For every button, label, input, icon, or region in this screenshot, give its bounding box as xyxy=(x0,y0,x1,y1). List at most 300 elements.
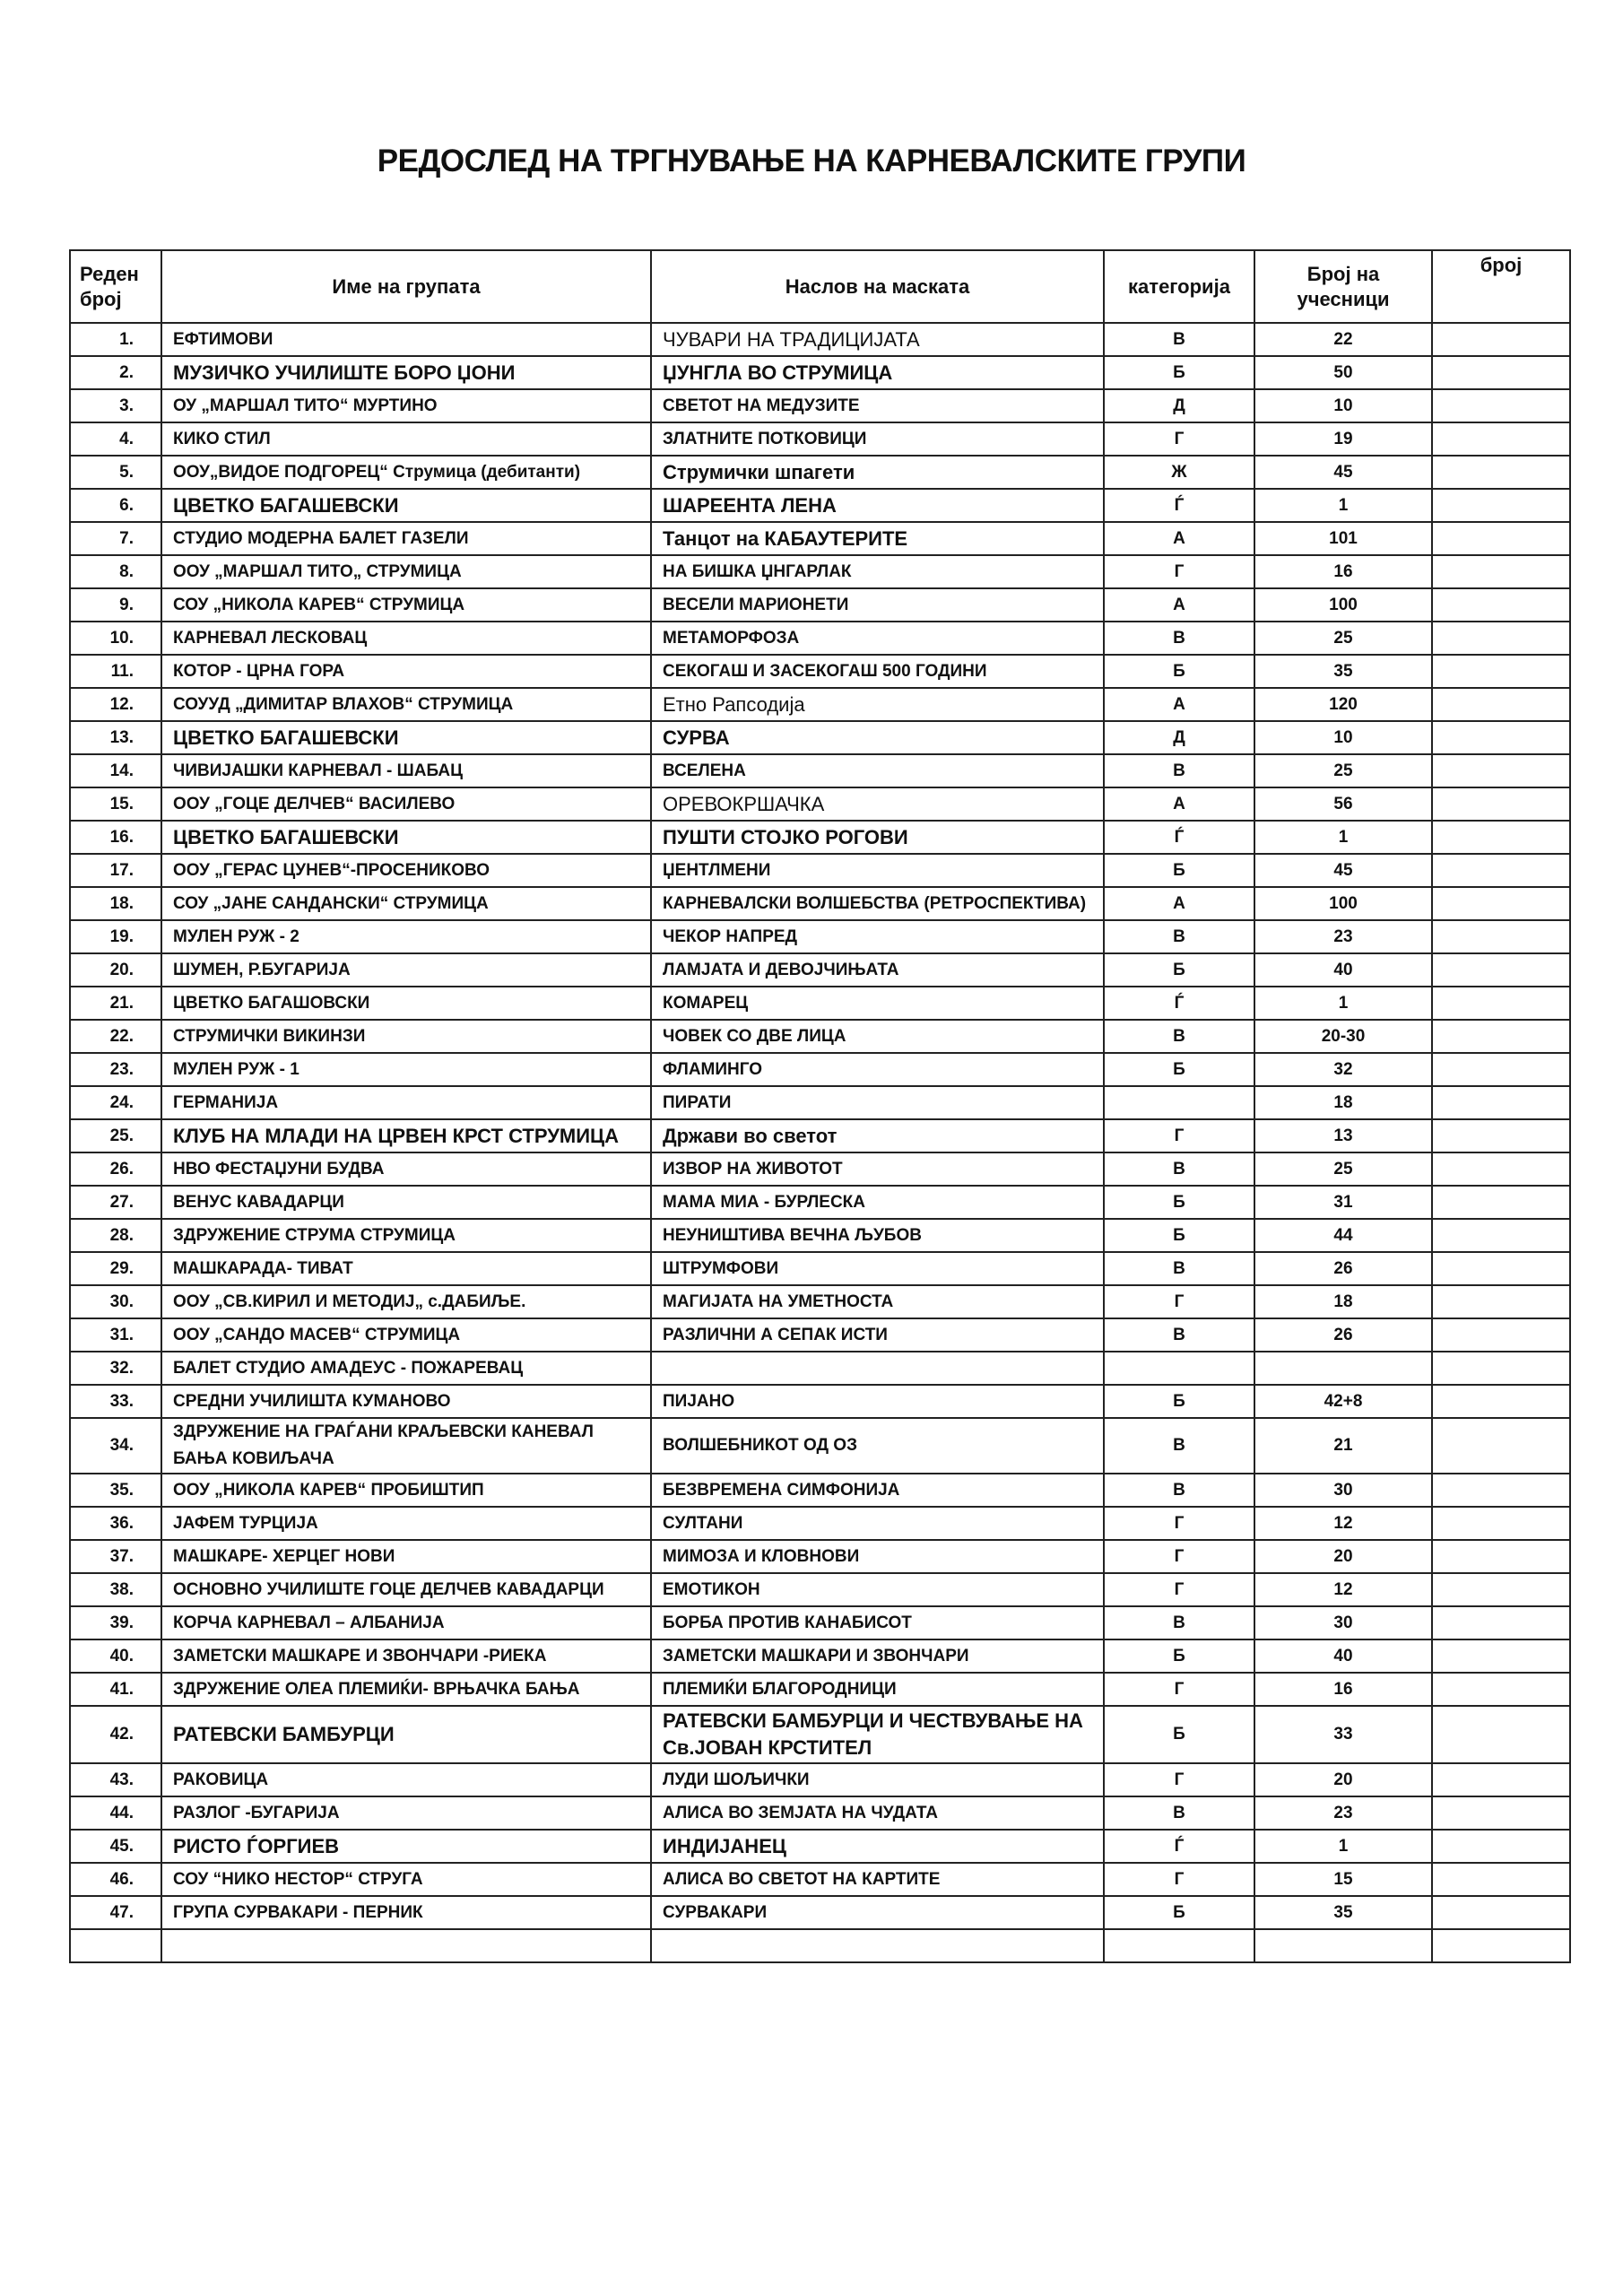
group-name: ООУ „ГЕРАС ЦУНЕВ“-ПРОСЕНИКОВО xyxy=(161,854,651,887)
group-name: КАРНЕВАЛ ЛЕСКОВАЦ xyxy=(161,622,651,655)
category: В xyxy=(1104,1152,1254,1186)
empty-cell xyxy=(1432,1929,1570,1962)
mask-title: ЗАМЕТСКИ МАШКАРИ И ЗВОНЧАРИ xyxy=(651,1639,1104,1673)
table-row xyxy=(70,622,1570,655)
table-row xyxy=(70,754,1570,787)
table-row xyxy=(70,1385,1570,1418)
extra-cell xyxy=(1432,1639,1570,1673)
group-name: ЧИВИЈАШКИ КАРНЕВАЛ - ШАБАЦ xyxy=(161,754,651,787)
group-name: ЈАФЕМ ТУРЦИЈА xyxy=(161,1507,651,1540)
mask-title: ШТРУМФОВИ xyxy=(651,1252,1104,1285)
participants: 44 xyxy=(1254,1219,1432,1252)
table-row xyxy=(70,323,1570,356)
group-name: КЛУБ НА МЛАДИ НА ЦРВЕН КРСТ СТРУМИЦА xyxy=(161,1119,651,1152)
mask-title: МЕТАМОРФОЗА xyxy=(651,622,1104,655)
mask-title: СУРВАКАРИ xyxy=(651,1896,1104,1929)
page-title: РЕДОСЛЕД НА ТРГНУВАЊЕ НА КАРНЕВАЛСКИТЕ ГРУПИ xyxy=(377,144,1246,178)
participants: 13 xyxy=(1254,1119,1432,1152)
category: Г xyxy=(1104,1673,1254,1706)
extra-cell xyxy=(1432,489,1570,522)
participants: 1 xyxy=(1254,1830,1432,1863)
extra-cell xyxy=(1432,1896,1570,1929)
extra-cell xyxy=(1432,1573,1570,1606)
table-row xyxy=(70,1352,1570,1385)
row-number: 21. xyxy=(70,987,161,1020)
empty-row xyxy=(70,1929,1570,1962)
participants: 30 xyxy=(1254,1474,1432,1507)
table-row xyxy=(70,1152,1570,1186)
table-row xyxy=(70,489,1570,522)
extra-cell xyxy=(1432,389,1570,422)
participants: 25 xyxy=(1254,1152,1432,1186)
row-number: 38. xyxy=(70,1573,161,1606)
table-row xyxy=(70,953,1570,987)
group-name: МАШКАРЕ- ХЕРЦЕГ НОВИ xyxy=(161,1540,651,1573)
participants: 33 xyxy=(1254,1706,1432,1763)
table-row xyxy=(70,1086,1570,1119)
extra-cell xyxy=(1432,1020,1570,1053)
mask-title: АЛИСА ВО ЗЕМЈАТА НА ЧУДАТА xyxy=(651,1796,1104,1830)
extra-cell xyxy=(1432,1385,1570,1418)
row-number: 9. xyxy=(70,588,161,622)
table-row xyxy=(70,1507,1570,1540)
group-name: ЗДРУЖЕНИЕ СТРУМА СТРУМИЦА xyxy=(161,1219,651,1252)
category: Ѓ xyxy=(1104,987,1254,1020)
participants: 20-30 xyxy=(1254,1020,1432,1053)
category: Б xyxy=(1104,1896,1254,1929)
mask-title: СЕКОГАШ И ЗАСЕКОГАШ 500 ГОДИНИ xyxy=(651,655,1104,688)
table-row xyxy=(70,422,1570,456)
table-row xyxy=(70,1285,1570,1318)
extra-cell xyxy=(1432,1706,1570,1763)
mask-title: Танцот на КАБАУТЕРИТЕ xyxy=(651,522,1104,555)
table-row xyxy=(70,555,1570,588)
participants xyxy=(1254,1352,1432,1385)
row-number: 37. xyxy=(70,1540,161,1573)
table-row xyxy=(70,721,1570,754)
table-row xyxy=(70,1573,1570,1606)
participants: 31 xyxy=(1254,1186,1432,1219)
extra-cell xyxy=(1432,622,1570,655)
group-name: ЦВЕТКО БАГАШЕВСКИ xyxy=(161,721,651,754)
mask-title: Струмички шпагети xyxy=(651,456,1104,489)
mask-title: ШАРЕЕНТА ЛЕНА xyxy=(651,489,1104,522)
mask-title xyxy=(651,1352,1104,1385)
table-row xyxy=(70,887,1570,920)
row-number: 25. xyxy=(70,1119,161,1152)
mask-title: ВЕСЕЛИ МАРИОНЕТИ xyxy=(651,588,1104,622)
extra-cell xyxy=(1432,1673,1570,1706)
mask-title: НЕУНИШТИВА ВЕЧНА ЉУБОВ xyxy=(651,1219,1104,1252)
row-number: 4. xyxy=(70,422,161,456)
group-name: ООУ „САНДО МАСЕВ“ СТРУМИЦА xyxy=(161,1318,651,1352)
extra-cell xyxy=(1432,456,1570,489)
extra-cell xyxy=(1432,887,1570,920)
category: Б xyxy=(1104,655,1254,688)
participants: 40 xyxy=(1254,953,1432,987)
group-name: ООУ „СВ.КИРИЛ И МЕТОДИЈ„ с.ДАБИЉЕ. xyxy=(161,1285,651,1318)
category: В xyxy=(1104,1606,1254,1639)
mask-title: КАРНЕВАЛСКИ ВОЛШЕБСТВА (РЕТРОСПЕКТИВА) xyxy=(651,887,1104,920)
table-row xyxy=(70,920,1570,953)
participants: 40 xyxy=(1254,1639,1432,1673)
extra-cell xyxy=(1432,987,1570,1020)
mask-title: ЏУНГЛА ВО СТРУМИЦА xyxy=(651,356,1104,389)
category: А xyxy=(1104,887,1254,920)
header-category: категорија xyxy=(1104,250,1254,323)
extra-cell xyxy=(1432,1474,1570,1507)
mask-title: СУРВА xyxy=(651,721,1104,754)
participants: 22 xyxy=(1254,323,1432,356)
row-number: 14. xyxy=(70,754,161,787)
row-number: 15. xyxy=(70,787,161,821)
group-name: МУЛЕН РУЖ - 1 xyxy=(161,1053,651,1086)
group-name: СОУУД „ДИМИТАР ВЛАХОВ“ СТРУМИЦА xyxy=(161,688,651,721)
participants: 23 xyxy=(1254,1796,1432,1830)
participants: 25 xyxy=(1254,754,1432,787)
category: Д xyxy=(1104,389,1254,422)
extra-cell xyxy=(1432,1863,1570,1896)
category: В xyxy=(1104,920,1254,953)
category: Б xyxy=(1104,1219,1254,1252)
group-name: ЗДРУЖЕНИЕ ОЛЕА ПЛЕМИЌИ- ВРЊАЧКА БАЊА xyxy=(161,1673,651,1706)
mask-title: МАМА МИА - БУРЛЕСКА xyxy=(651,1186,1104,1219)
row-number: 43. xyxy=(70,1763,161,1796)
row-number: 45. xyxy=(70,1830,161,1863)
extra-cell xyxy=(1432,754,1570,787)
extra-cell xyxy=(1432,1540,1570,1573)
category: Б xyxy=(1104,1053,1254,1086)
mask-title: РАТЕВСКИ БАМБУРЦИ И ЧЕСТВУВАЊЕ НА Св.ЈОВАН КРСТИТЕЛ xyxy=(651,1706,1104,1763)
extra-cell xyxy=(1432,1763,1570,1796)
participants: 20 xyxy=(1254,1540,1432,1573)
category: В xyxy=(1104,1418,1254,1474)
mask-title: ЕМОТИКОН xyxy=(651,1573,1104,1606)
participants: 25 xyxy=(1254,622,1432,655)
participants: 1 xyxy=(1254,987,1432,1020)
extra-cell xyxy=(1432,953,1570,987)
participants: 12 xyxy=(1254,1573,1432,1606)
participants: 32 xyxy=(1254,1053,1432,1086)
header-mask: Наслов на маската xyxy=(651,250,1104,323)
participants: 23 xyxy=(1254,920,1432,953)
category: В xyxy=(1104,1318,1254,1352)
participants: 16 xyxy=(1254,555,1432,588)
group-name: МУЛЕН РУЖ - 2 xyxy=(161,920,651,953)
extra-cell xyxy=(1432,1086,1570,1119)
group-name: ООУ„ВИДОЕ ПОДГОРЕЦ“ Струмица (дебитанти) xyxy=(161,456,651,489)
category: Б xyxy=(1104,1639,1254,1673)
category: Г xyxy=(1104,1573,1254,1606)
group-name: ШУМЕН, Р.БУГАРИЈА xyxy=(161,953,651,987)
row-number: 18. xyxy=(70,887,161,920)
empty-cell xyxy=(1104,1929,1254,1962)
row-number: 47. xyxy=(70,1896,161,1929)
row-number: 32. xyxy=(70,1352,161,1385)
group-name: ЕФТИМОВИ xyxy=(161,323,651,356)
category: Ѓ xyxy=(1104,821,1254,854)
group-name: ООУ „ГОЦЕ ДЕЛЧЕВ“ ВАСИЛЕВО xyxy=(161,787,651,821)
table-row xyxy=(70,522,1570,555)
category xyxy=(1104,1086,1254,1119)
mask-title: ЧУВАРИ НА ТРАДИЦИЈАТА xyxy=(651,323,1104,356)
table-row xyxy=(70,1540,1570,1573)
table-row xyxy=(70,1639,1570,1673)
participants: 12 xyxy=(1254,1507,1432,1540)
row-number: 6. xyxy=(70,489,161,522)
row-number: 36. xyxy=(70,1507,161,1540)
category: Ѓ xyxy=(1104,489,1254,522)
empty-cell xyxy=(161,1929,651,1962)
table-header-row xyxy=(70,250,1570,323)
row-number: 22. xyxy=(70,1020,161,1053)
participants: 50 xyxy=(1254,356,1432,389)
row-number: 13. xyxy=(70,721,161,754)
mask-title: ФЛАМИНГО xyxy=(651,1053,1104,1086)
mask-title: АЛИСА ВО СВЕТОТ НА КАРТИТЕ xyxy=(651,1863,1104,1896)
category: А xyxy=(1104,787,1254,821)
group-name: КОРЧА КАРНЕВАЛ – АЛБАНИЈА xyxy=(161,1606,651,1639)
category: В xyxy=(1104,1252,1254,1285)
table-row xyxy=(70,1053,1570,1086)
group-name: ОУ „МАРШАЛ ТИТО“ МУРТИНО xyxy=(161,389,651,422)
extra-cell xyxy=(1432,1152,1570,1186)
table-row xyxy=(70,1252,1570,1285)
row-number: 42. xyxy=(70,1706,161,1763)
group-name: СТУДИО МОДЕРНА БАЛЕТ ГАЗЕЛИ xyxy=(161,522,651,555)
table-row xyxy=(70,1119,1570,1152)
group-name: ЦВЕТКО БАГАШЕВСКИ xyxy=(161,821,651,854)
category: Г xyxy=(1104,1119,1254,1152)
row-number: 7. xyxy=(70,522,161,555)
table-row xyxy=(70,1830,1570,1863)
participants: 101 xyxy=(1254,522,1432,555)
mask-title: Држави во светот xyxy=(651,1119,1104,1152)
category: В xyxy=(1104,1474,1254,1507)
table-row xyxy=(70,987,1570,1020)
extra-cell xyxy=(1432,1830,1570,1863)
header-number: Реден број xyxy=(70,250,161,323)
extra-cell xyxy=(1432,422,1570,456)
mask-title: ЛУДИ ШОЉИЧКИ xyxy=(651,1763,1104,1796)
category: Г xyxy=(1104,555,1254,588)
category: Д xyxy=(1104,721,1254,754)
category: Б xyxy=(1104,953,1254,987)
row-number: 29. xyxy=(70,1252,161,1285)
row-number: 5. xyxy=(70,456,161,489)
row-number: 23. xyxy=(70,1053,161,1086)
mask-title: ИНДИЈАНЕЦ xyxy=(651,1830,1104,1863)
row-number: 2. xyxy=(70,356,161,389)
category: Б xyxy=(1104,1186,1254,1219)
table-row xyxy=(70,1020,1570,1053)
extra-cell xyxy=(1432,1119,1570,1152)
group-name: СОУ „ЈАНЕ САНДАНСКИ“ СТРУМИЦА xyxy=(161,887,651,920)
extra-cell xyxy=(1432,1252,1570,1285)
row-number: 44. xyxy=(70,1796,161,1830)
row-number: 41. xyxy=(70,1673,161,1706)
row-number: 30. xyxy=(70,1285,161,1318)
group-name: ООУ „МАРШАЛ ТИТО„ СТРУМИЦА xyxy=(161,555,651,588)
extra-cell xyxy=(1432,1285,1570,1318)
table-row xyxy=(70,688,1570,721)
participants: 35 xyxy=(1254,1896,1432,1929)
group-name: СТРУМИЧКИ ВИКИНЗИ xyxy=(161,1020,651,1053)
row-number: 3. xyxy=(70,389,161,422)
table-row xyxy=(70,1863,1570,1896)
mask-title: ВСЕЛЕНА xyxy=(651,754,1104,787)
participants: 42+8 xyxy=(1254,1385,1432,1418)
mask-title: ВОЛШЕБНИКОТ ОД ОЗ xyxy=(651,1418,1104,1474)
participants: 35 xyxy=(1254,655,1432,688)
row-number: 16. xyxy=(70,821,161,854)
mask-title: ЧОВЕК СО ДВЕ ЛИЦА xyxy=(651,1020,1104,1053)
participants: 120 xyxy=(1254,688,1432,721)
mask-title: ПЛЕМИЌИ БЛАГОРОДНИЦИ xyxy=(651,1673,1104,1706)
extra-cell xyxy=(1432,1507,1570,1540)
mask-title: ИЗВОР НА ЖИВОТОТ xyxy=(651,1152,1104,1186)
participants: 26 xyxy=(1254,1318,1432,1352)
row-number: 26. xyxy=(70,1152,161,1186)
extra-cell xyxy=(1432,721,1570,754)
participants: 26 xyxy=(1254,1252,1432,1285)
participants: 100 xyxy=(1254,887,1432,920)
mask-title: СУЛТАНИ xyxy=(651,1507,1104,1540)
group-name: ЦВЕТКО БАГАШЕВСКИ xyxy=(161,489,651,522)
category: Ж xyxy=(1104,456,1254,489)
category xyxy=(1104,1352,1254,1385)
group-name: ГЕРМАНИЈА xyxy=(161,1086,651,1119)
extra-cell xyxy=(1432,1219,1570,1252)
row-number: 39. xyxy=(70,1606,161,1639)
empty-cell xyxy=(1254,1929,1432,1962)
mask-title: КОМАРЕЦ xyxy=(651,987,1104,1020)
group-name: РАТЕВСКИ БАМБУРЦИ xyxy=(161,1706,651,1763)
participants: 21 xyxy=(1254,1418,1432,1474)
extra-cell xyxy=(1432,920,1570,953)
table-body xyxy=(70,323,1570,1962)
category: А xyxy=(1104,688,1254,721)
category: Г xyxy=(1104,1863,1254,1896)
table-row xyxy=(70,588,1570,622)
group-name: СРЕДНИ УЧИЛИШТА КУМАНОВО xyxy=(161,1385,651,1418)
participants: 56 xyxy=(1254,787,1432,821)
participants: 15 xyxy=(1254,1863,1432,1896)
extra-cell xyxy=(1432,522,1570,555)
category: А xyxy=(1104,522,1254,555)
category: Г xyxy=(1104,422,1254,456)
table-row xyxy=(70,1706,1570,1763)
table-row xyxy=(70,1796,1570,1830)
header-extra: број xyxy=(1432,250,1570,323)
group-name: МУЗИЧКО УЧИЛИШТЕ БОРО ЏОНИ xyxy=(161,356,651,389)
extra-cell xyxy=(1432,1053,1570,1086)
row-number: 10. xyxy=(70,622,161,655)
category: Б xyxy=(1104,854,1254,887)
group-name: БАЛЕТ СТУДИО АМАДЕУС - ПОЖАРЕВАЦ xyxy=(161,1352,651,1385)
header-group: Име на групата xyxy=(161,250,651,323)
group-name: РИСТО ЃОРГИЕВ xyxy=(161,1830,651,1863)
participants: 18 xyxy=(1254,1285,1432,1318)
extra-cell xyxy=(1432,655,1570,688)
participants: 20 xyxy=(1254,1763,1432,1796)
group-name: КОТОР - ЦРНА ГОРА xyxy=(161,655,651,688)
group-name: ООУ „НИКОЛА КАРЕВ“ ПРОБИШТИП xyxy=(161,1474,651,1507)
table-row xyxy=(70,854,1570,887)
category: В xyxy=(1104,1796,1254,1830)
row-number: 33. xyxy=(70,1385,161,1418)
row-number: 46. xyxy=(70,1863,161,1896)
participants: 10 xyxy=(1254,721,1432,754)
category: Б xyxy=(1104,1706,1254,1763)
mask-title: СВЕТОТ НА МЕДУЗИТЕ xyxy=(651,389,1104,422)
extra-cell xyxy=(1432,688,1570,721)
mask-title: ЛАМЈАТА И ДЕВОЈЧИЊАТА xyxy=(651,953,1104,987)
mask-title: РАЗЛИЧНИ А СЕПАК ИСТИ xyxy=(651,1318,1104,1352)
table-row xyxy=(70,655,1570,688)
category: Г xyxy=(1104,1540,1254,1573)
table-row xyxy=(70,1219,1570,1252)
participants: 16 xyxy=(1254,1673,1432,1706)
group-name: ЗАМЕТСКИ МАШКАРЕ И ЗВОНЧАРИ -РИЕКА xyxy=(161,1639,651,1673)
group-name: НВО ФЕСТАЏУНИ БУДВА xyxy=(161,1152,651,1186)
group-name: МАШКАРАДА- ТИВАТ xyxy=(161,1252,651,1285)
extra-cell xyxy=(1432,588,1570,622)
mask-title: МАГИЈАТА НА УМЕТНОСТА xyxy=(651,1285,1104,1318)
row-number: 8. xyxy=(70,555,161,588)
extra-cell xyxy=(1432,1418,1570,1474)
mask-title: ПИЈАНО xyxy=(651,1385,1104,1418)
table-row xyxy=(70,1606,1570,1639)
table-row xyxy=(70,1896,1570,1929)
mask-title: ОРЕВОКРШАЧКА xyxy=(651,787,1104,821)
category: Г xyxy=(1104,1763,1254,1796)
group-name: ЦВЕТКО БАГАШОВСКИ xyxy=(161,987,651,1020)
participants: 19 xyxy=(1254,422,1432,456)
table-row xyxy=(70,456,1570,489)
category: Г xyxy=(1104,1507,1254,1540)
participants: 100 xyxy=(1254,588,1432,622)
mask-title: НА БИШКА ЏНГАРЛАК xyxy=(651,555,1104,588)
group-name: РАКОВИЦА xyxy=(161,1763,651,1796)
group-name: ЗДРУЖЕНИЕ НА ГРАЃАНИ КРАЉЕВСКИ КАНЕВАЛ БАЊА КОВИЉАЧА xyxy=(161,1418,651,1474)
category: Б xyxy=(1104,1385,1254,1418)
mask-title: ЧЕКОР НАПРЕД xyxy=(651,920,1104,953)
participants: 18 xyxy=(1254,1086,1432,1119)
mask-title: МИМОЗА И КЛОВНОВИ xyxy=(651,1540,1104,1573)
table-row xyxy=(70,1186,1570,1219)
row-number: 20. xyxy=(70,953,161,987)
participants: 45 xyxy=(1254,456,1432,489)
row-number: 31. xyxy=(70,1318,161,1352)
extra-cell xyxy=(1432,1186,1570,1219)
extra-cell xyxy=(1432,323,1570,356)
table-row xyxy=(70,1763,1570,1796)
participants: 1 xyxy=(1254,489,1432,522)
category: В xyxy=(1104,1020,1254,1053)
mask-title: БОРБА ПРОТИВ КАНАБИСОТ xyxy=(651,1606,1104,1639)
table-row xyxy=(70,1474,1570,1507)
group-name: РАЗЛОГ -БУГАРИЈА xyxy=(161,1796,651,1830)
table-row xyxy=(70,356,1570,389)
row-number: 35. xyxy=(70,1474,161,1507)
row-number: 19. xyxy=(70,920,161,953)
extra-cell xyxy=(1432,1352,1570,1385)
participants: 1 xyxy=(1254,821,1432,854)
category: А xyxy=(1104,588,1254,622)
mask-title: ПУШТИ СТОЈКО РОГОВИ xyxy=(651,821,1104,854)
mask-title: ЏЕНТЛМЕНИ xyxy=(651,854,1104,887)
